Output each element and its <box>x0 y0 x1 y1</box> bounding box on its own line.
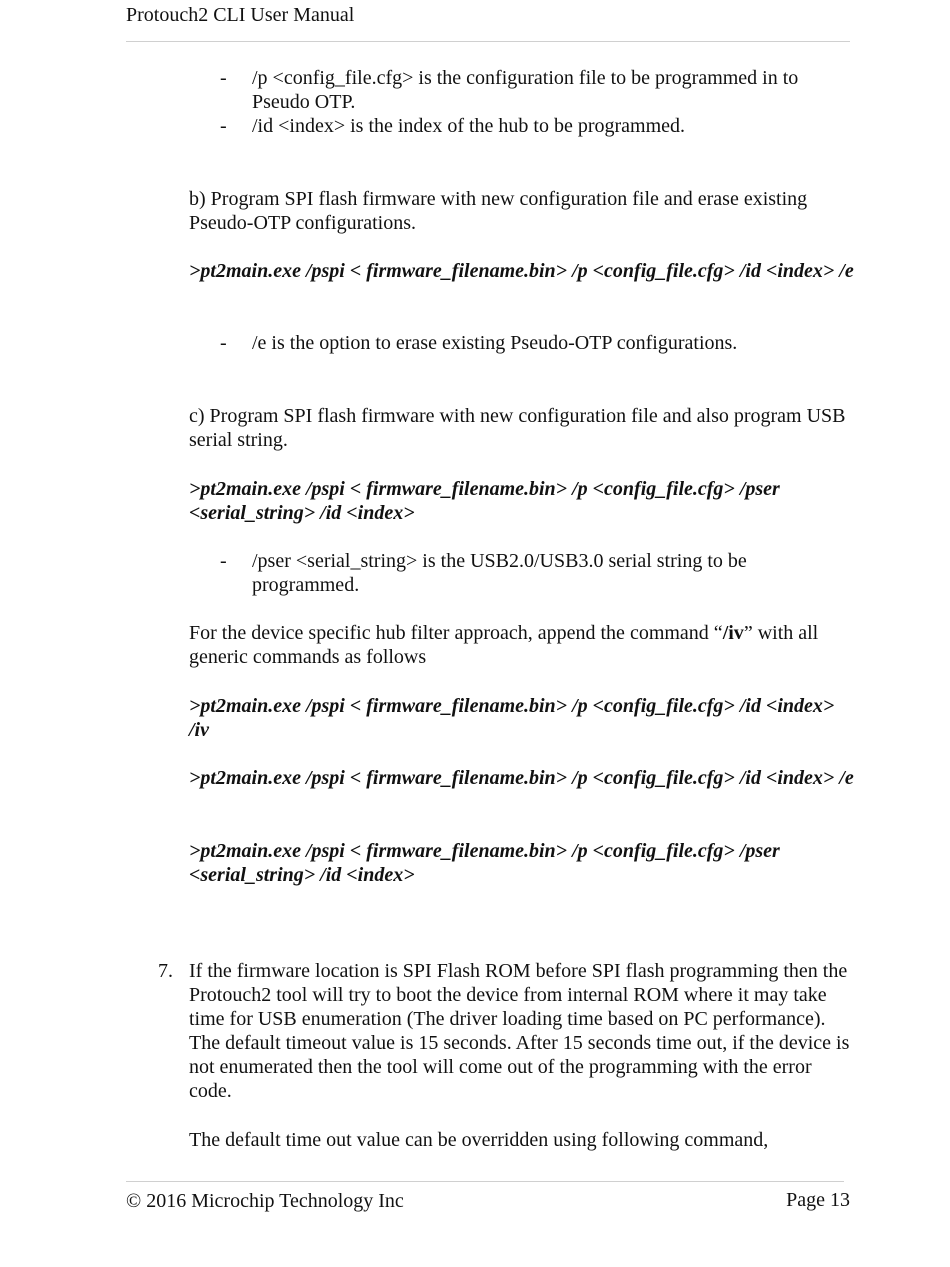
filter-note <box>189 621 854 669</box>
section-c-heading: c) Program SPI flash firmware with new configuration file and also program USB serial string. <box>189 405 846 451</box>
bullet-index: /id <index> is the index of the hub to be programmed. <box>252 115 686 137</box>
list-number: 7. <box>158 960 173 982</box>
filter-note-after: ” with all generic commands as follows <box>189 622 819 668</box>
item-7-text: If the firmware location is SPI Flash ROM before SPI flash programming then the Protouch2 tool will try to boot the device from internal ROM where it may take time for USB enumeration (The driver loading time based on PC performance). The default timeout value is 15 seconds. After 15 seconds time out, if the device is not enumerated then the tool will come out of the programming with the error code. <box>189 960 850 1102</box>
footer-divider <box>126 1181 844 1182</box>
bullet-dash: - <box>220 332 227 354</box>
page-number: Page 13 <box>786 1189 850 1211</box>
header-divider <box>126 41 850 42</box>
item-7-followup: The default time out value can be overridden using following command, <box>189 1129 769 1151</box>
footer-copyright: © 2016 Microchip Technology Inc <box>126 1190 404 1212</box>
bullet-dash: - <box>220 115 227 137</box>
filter-note-option: /iv <box>722 622 744 644</box>
section-b-bullet: /e is the option to erase existing Pseudo-OTP configurations. <box>252 332 738 354</box>
section-c-command: >pt2main.exe /pspi < firmware_filename.bin> /p <config_file.cfg> /pser <serial_string> /id <index> <box>189 478 780 524</box>
bullet-dash: - <box>220 67 227 89</box>
section-c-bullet: /pser <serial_string> is the USB2.0/USB3.0 serial string to be programmed. <box>252 550 747 596</box>
section-b-command: >pt2main.exe /pspi < firmware_filename.bin> /p <config_file.cfg> /id <index> /e <box>189 260 854 282</box>
filter-command-e: >pt2main.exe /pspi < firmware_filename.bin> /p <config_file.cfg> /id <index> /e <box>189 767 854 789</box>
filter-note-before: For the device specific hub filter approach, append the command “ <box>189 622 723 644</box>
page-header-title: Protouch2 CLI User Manual <box>126 4 355 26</box>
bullet-dash: - <box>220 550 227 572</box>
bullet-config-file: /p <config_file.cfg> is the configuration file to be programmed in to Pseudo OTP. <box>252 67 799 113</box>
filter-command-iv: >pt2main.exe /pspi < firmware_filename.bin> /p <config_file.cfg> /id <index> /iv <box>189 695 835 741</box>
section-b-heading: b) Program SPI flash firmware with new configuration file and erase existing Pseudo-OTP configurations. <box>189 188 808 234</box>
filter-command-pser: >pt2main.exe /pspi < firmware_filename.bin> /p <config_file.cfg> /pser <serial_string> /id <index> <box>189 840 780 886</box>
